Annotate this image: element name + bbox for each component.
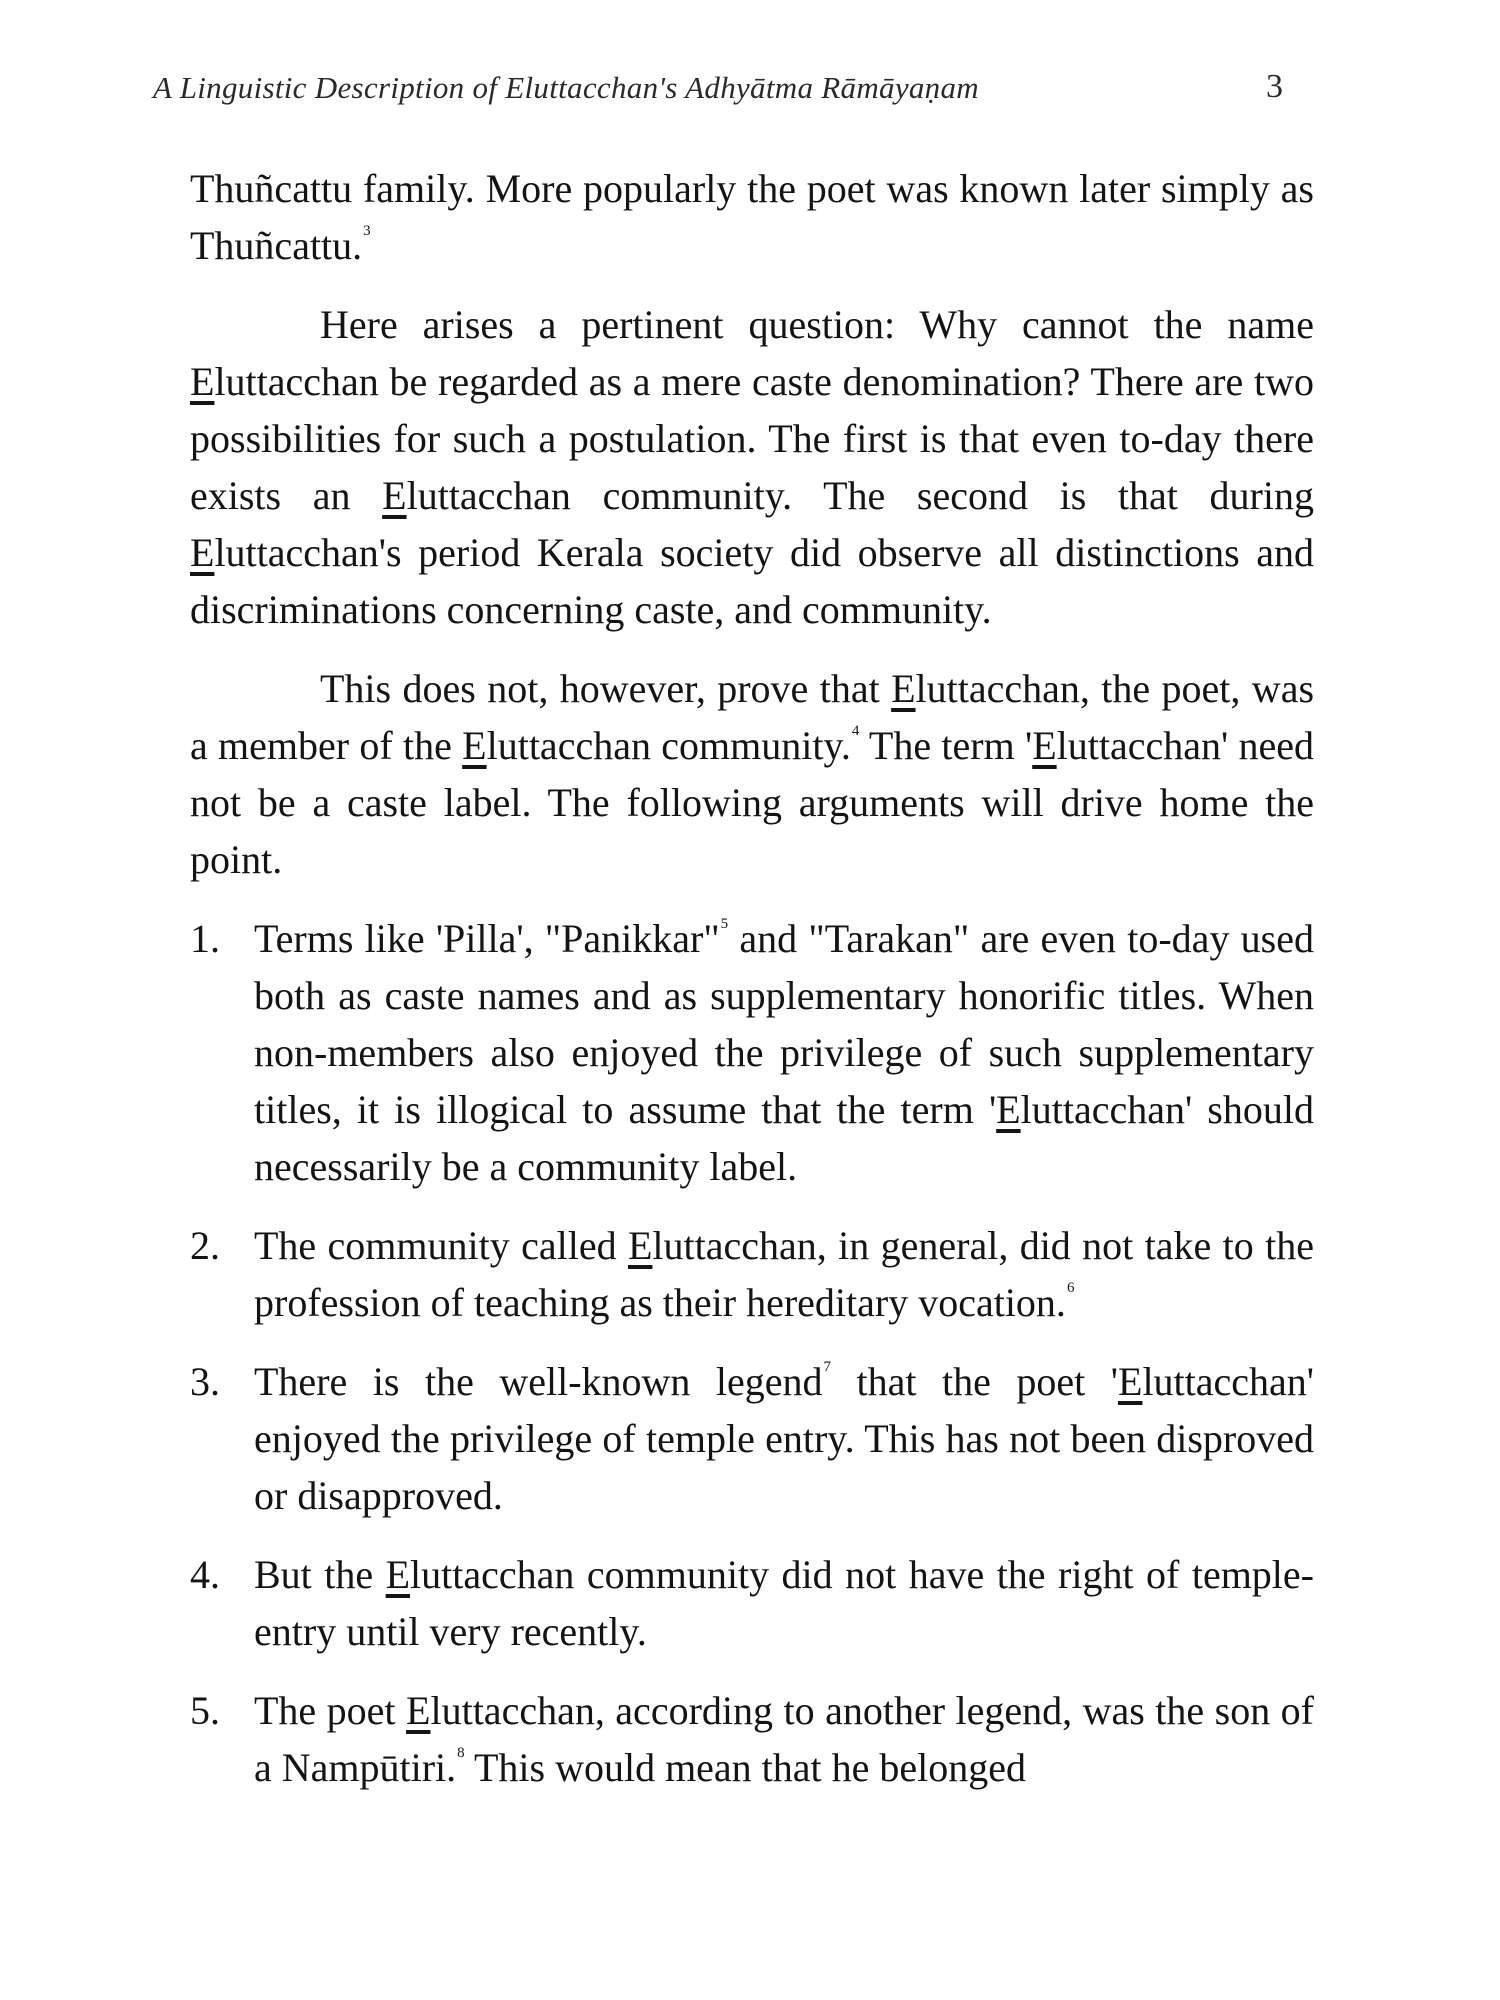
list-item <box>190 1546 1314 1660</box>
page-number: 3 <box>1266 68 1283 105</box>
underlined-letter: E <box>406 1688 431 1733</box>
underlined-letter: E <box>1118 1359 1143 1404</box>
text: luttacchan, in general, did not take to the profession of teaching as their hereditary vocation. <box>254 1223 1314 1325</box>
footnote-marker: 6 <box>1066 1280 1075 1296</box>
text: luttacchan community did not have the right of temple-entry until very recently. <box>254 1552 1314 1654</box>
numbered-list <box>190 910 1314 1796</box>
running-header <box>153 70 1283 120</box>
text: luttacchan' should necessarily be a community label. <box>254 1087 1314 1189</box>
underlined-letter: E <box>627 1223 653 1268</box>
list-number: 2. <box>190 1223 220 1268</box>
footnote-marker: 8 <box>457 1745 465 1761</box>
list-item <box>190 910 1314 1195</box>
list-number: 3. <box>190 1359 220 1404</box>
footnote-marker: 3 <box>363 223 371 239</box>
paragraph-3 <box>190 660 1314 888</box>
underlined-letter: E <box>996 1087 1021 1132</box>
body-text <box>190 160 1314 1818</box>
underlined-letter: E <box>1032 723 1057 768</box>
text: luttacchan be regarded as a mere caste denomination? There are two possibilities for such a postulation. The first is that even to-day there exists an <box>190 359 1314 518</box>
text: luttacchan, according to another legend, was the son of a Nampūtiri. <box>254 1688 1315 1790</box>
text: The poet <box>254 1688 407 1733</box>
text: luttacchan' enjoyed the privilege of temple entry. This has not been disproved or disapproved. <box>254 1359 1314 1518</box>
footnote-marker: 7 <box>823 1359 832 1375</box>
text: that the poet ' <box>831 1359 1118 1404</box>
text: luttacchan' need not be a caste label. The following arguments will drive home the point. <box>190 723 1314 882</box>
text: luttacchan, the poet, was a member of the <box>190 666 1315 768</box>
text: luttacchan community. The second is that during <box>406 473 1314 518</box>
underlined-letter: E <box>382 473 407 518</box>
text: and "Tarakan" are even to-day used both as caste names and as supplementary honorific titles. When non-members also enjoyed the privilege of such supplementary titles, it is illogical to assume that the term ' <box>254 916 1314 1132</box>
footnote-marker: 4 <box>851 723 860 739</box>
text: The term ' <box>859 723 1033 768</box>
text: luttacchan community. <box>486 723 851 768</box>
text: The community called <box>254 1223 628 1268</box>
list-number: 4. <box>190 1552 220 1597</box>
paragraph-2 <box>190 296 1314 638</box>
text: There is the well-known legend <box>254 1359 823 1404</box>
list-number: 1. <box>190 916 220 961</box>
underlined-letter: E <box>385 1552 411 1597</box>
footnote-marker: 5 <box>720 916 729 932</box>
paragraph-1 <box>190 160 1314 274</box>
text: This would mean that he belonged <box>464 1745 1027 1790</box>
underlined-letter: E <box>891 666 916 711</box>
text: Here arises a pertinent question: Why cannot the name <box>320 302 1314 347</box>
text: Terms like 'Pilla', "Panikkar" <box>254 916 720 961</box>
list-item <box>190 1217 1314 1331</box>
text: luttacchan's period Kerala society did observe all distinctions and discriminations concerning caste, and community. <box>190 530 1314 632</box>
underlined-letter: E <box>462 723 487 768</box>
list-item <box>190 1353 1314 1524</box>
underlined-letter: E <box>190 530 215 575</box>
underlined-letter: E <box>190 359 215 404</box>
text: But the <box>254 1552 386 1597</box>
text: Thuñcattu family. More popularly the poet was known later simply as Thuñcattu. <box>190 166 1314 268</box>
list-number: 5. <box>190 1688 220 1733</box>
text: This does not, however, prove that <box>320 666 892 711</box>
running-header-title: A Linguistic Description of Eluttacchan's Adhyātma Rāmāyaṇam <box>153 70 979 105</box>
list-item <box>190 1682 1314 1796</box>
